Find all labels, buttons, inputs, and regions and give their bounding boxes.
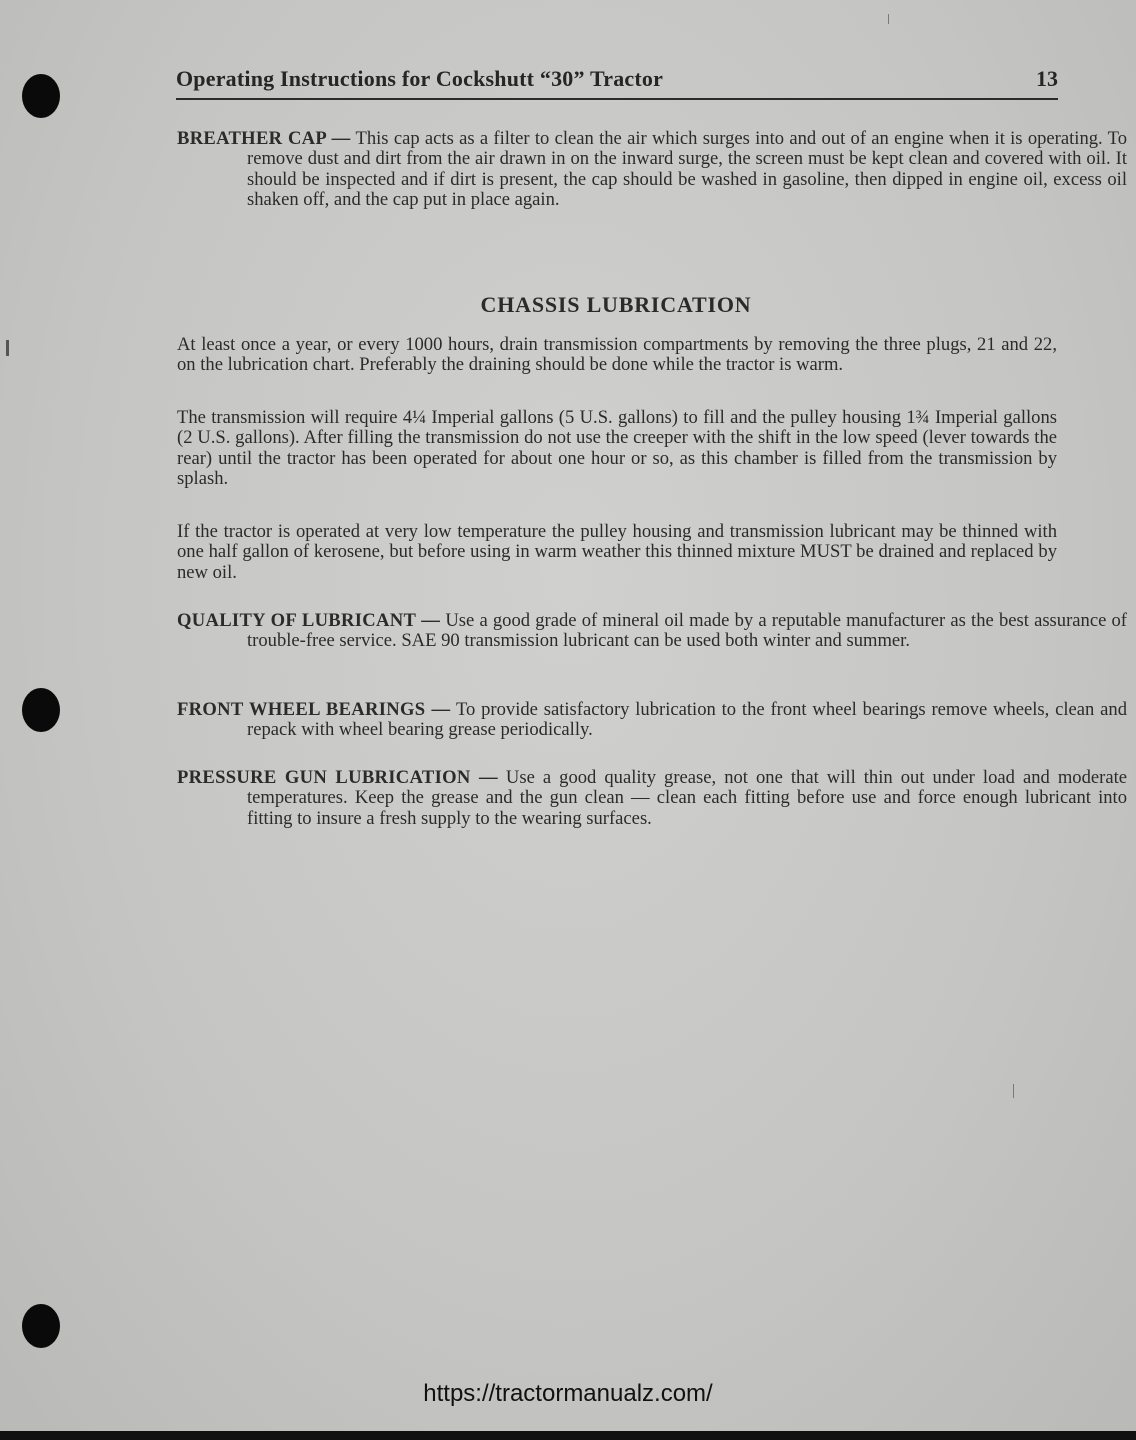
scan-speck [6,340,9,356]
page-bottom-edge [0,1431,1136,1440]
page-header [176,66,1058,100]
front-wheel-bearings-section [177,700,1127,741]
binder-hole-top [22,74,60,118]
binder-hole-middle [22,688,60,732]
chassis-paragraph-3: If the tractor is operated at very low temperature the pulley housing and transmission lubricant may be thinned with one half gallon of kerosene, but before using in warm weather this thinned mixture MUST be drained and replaced by new oil. [177,521,1057,583]
scan-speck [1013,1084,1014,1098]
chassis-paragraph-1: At least once a year, or every 1000 hours, drain transmission compartments by removing the three plugs, 21 and 22, on the lubrication chart. Preferably the draining should be done while the tractor is warm. [177,334,1057,376]
breather-cap-text: This cap acts as a filter to clean the air which surges into and out of an engine when it is operating. To remove dust and dirt from the air drawn in on the inward surge, the screen must be kept clean and covered with oil. It should be inspected and if dirt is present, the cap should be washed in gasoline, then dipped in engine oil, excess oil shaken off, and the cap put in place again. [247,128,1127,211]
chassis-lubrication-heading: CHASSIS LUBRICATION [480,292,752,317]
pressure-gun-text: Use a good quality grease, not one that will thin out under load and moderate temperatures. Keep the grease and the gun clean — clean each fitting before use and force enough lubricant into fitting to insure a fresh supply to the wearing surfaces. [247,767,1127,829]
binder-hole-bottom [22,1304,60,1348]
front-wheel-text: To provide satisfactory lubrication to the front wheel bearings remove wheels, clean and repack with wheel bearing grease periodically. [247,699,1128,741]
front-wheel-term: FRONT WHEEL BEARINGS — [177,699,451,720]
page-number: 13 [1036,66,1058,91]
pressure-gun-lubrication-section [177,768,1127,829]
chassis-paragraph-2: The transmission will require 4¼ Imperial gallons (5 U.S. gallons) to fill and the pulley housing 1¾ Imperial gallons (2 U.S. gallons). After filling the transmission do not use the creeper with the shift in the low speed (lever towards the rear) until the tractor has been operated for about one hour or so, as this chamber is filled from the transmission by splash. [177,407,1057,490]
breather-cap-section [177,129,1127,211]
breather-cap-term: BREATHER CAP — [177,128,351,149]
quality-term: QUALITY OF LUBRICANT — [177,610,441,631]
header-title: Operating Instructions for Cockshutt “30” Tractor [176,66,664,91]
footer-url[interactable]: https://tractormanualz.com/ [423,1380,713,1407]
quality-text: Use a good grade of mineral oil made by a reputable manufacturer as the best assurance of trouble-free service. SAE 90 transmission lubricant can be used both winter and summer. [247,610,1127,652]
scan-speck [888,14,889,24]
quality-of-lubricant-section [177,611,1127,652]
pressure-gun-term: PRESSURE GUN LUBRICATION — [177,767,498,788]
